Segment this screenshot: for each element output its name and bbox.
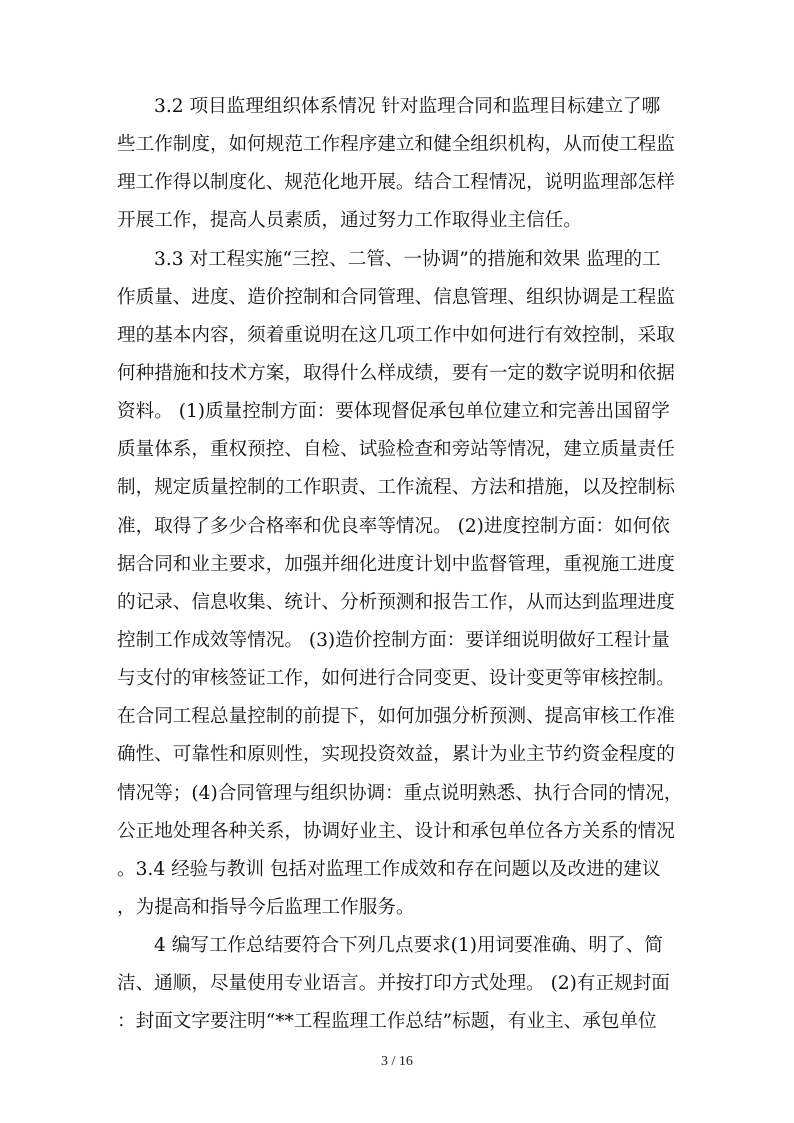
text-line: ，为提高和指导今后监理工作服务。: [117, 896, 415, 918]
text-line: 质量体系，重权预控、自检、试验检查和旁站等情况，建立质量责任: [117, 439, 675, 461]
text-line: 4 编写工作总结要符合下列几点要求(1)用词要准确、明了、简: [154, 935, 663, 957]
body-text: [117, 88, 683, 1042]
text-line: ：封面文字要注明“**工程监理工作总结”标题，有业主、承包单位: [117, 1011, 657, 1033]
text-line: 与支付的审核签证工作，如何进行合同变更、设计变更等审核控制。: [117, 668, 675, 690]
text-line: 准，取得了多少合格率和优良率等情况。 (2)进度控制方面：如何依: [117, 515, 670, 537]
text-line: 3.2 项目监理组织体系情况 针对监理合同和监理目标建立了哪: [154, 96, 661, 117]
text-line: 制，规定质量控制的工作职责、工作流程、方法和措施，以及控制标: [117, 477, 675, 499]
text-line: 些工作制度，如何规范工作程序建立和健全组织机构，从而使工程监: [117, 134, 675, 156]
text-line: 何种措施和技术方案，取得什么样成绩，要有一定的数字说明和依据: [117, 362, 675, 384]
page-number: 3 / 16: [381, 1054, 413, 1069]
text-line: 。3.4 经验与教训 包括对监理工作成效和存在问题以及改进的建议: [117, 858, 661, 880]
text-line: 理的基本内容，须着重说明在这几项工作中如何进行有效控制，采取: [117, 324, 675, 346]
text-line: 资料。 (1)质量控制方面：要体现督促承包单位建立和完善出国留学: [117, 401, 670, 423]
text-line: 控制工作成效等情况。 (3)造价控制方面：要详细说明做好工程计量: [117, 629, 670, 651]
text-line: 作质量、进度、造价控制和合同管理、信息管理、组织协调是工程监: [117, 286, 675, 308]
text-line: 在合同工程总量控制的前提下，如何加强分析预测、提高审核工作准: [117, 706, 675, 728]
text-line: 情况等；(4)合同管理与组织协调：重点说明熟悉、执行合同的情况，: [117, 782, 683, 804]
text-line: 洁、通顺，尽量使用专业语言。并按打印方式处理。 (2)有正规封面: [117, 973, 670, 995]
text-line: 的记录、信息收集、统计、分析预测和报告工作，从而达到监理进度: [117, 591, 675, 613]
text-line: 3.3 对工程实施“三控、二管、一协调”的措施和效果 监理的工: [154, 248, 661, 270]
text-line: 公正地处理各种关系，协调好业主、设计和承包单位各方关系的情况: [117, 820, 675, 842]
text-line: 理工作得以制度化、规范化地开展。结合工程情况，说明监理部怎样: [117, 172, 675, 194]
text-line: 据合同和业主要求，加强并细化进度计划中监督管理，重视施工进度: [117, 553, 675, 575]
text-line: 确性、可靠性和原则性，实现投资效益，累计为业主节约资金程度的: [117, 744, 675, 766]
text-line: 开展工作，提高人员素质，通过努力工作取得业主信任。: [117, 210, 582, 232]
